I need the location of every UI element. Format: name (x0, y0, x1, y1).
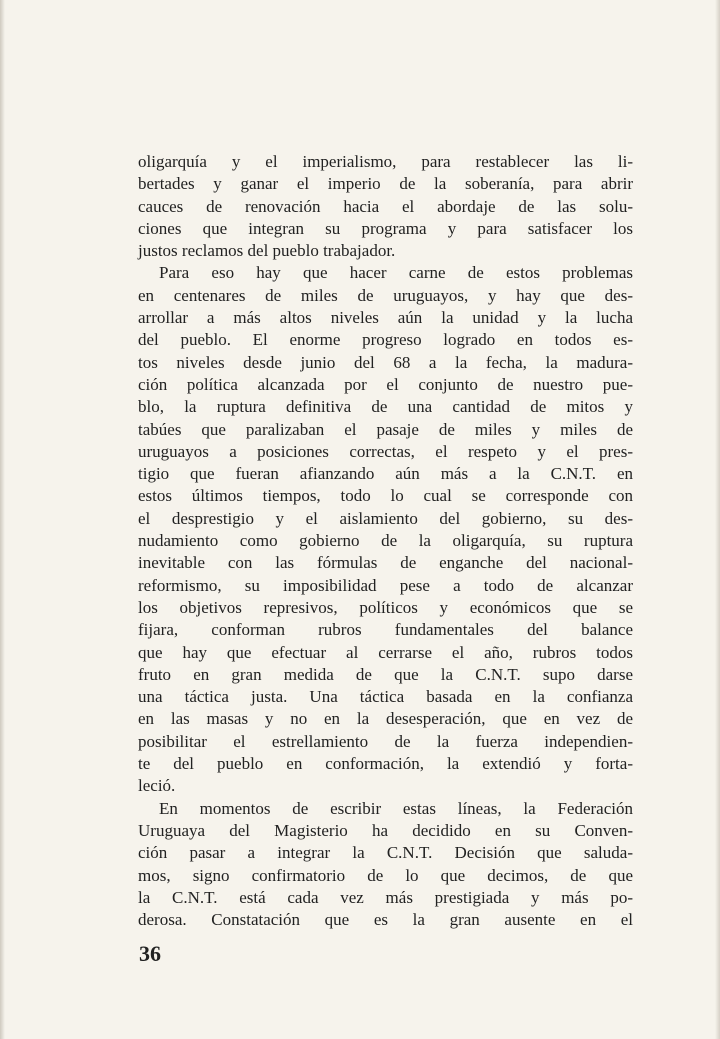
text-line: Uruguaya del Magisterio ha decidido en su Conven- (138, 820, 633, 840)
text-line: bertades y ganar el imperio de la soberanía, para abrir (138, 174, 633, 194)
text-line: que hay que efectuar al cerrarse el año, rubros todos (138, 642, 633, 662)
text-line: en las masas y no en la desesperación, que en vez de (138, 709, 633, 729)
text-line: posibilitar el estrellamiento de la fuerza independien- (138, 731, 633, 751)
text-line: fijara, conforman rubros fundamentales del balance (138, 620, 633, 640)
text-line: una táctica justa. Una táctica basada en la confianza (138, 687, 633, 707)
text-line: ción pasar a integrar la C.N.T. Decisión que saluda- (138, 843, 633, 863)
text-line: tabúes que paralizaban el pasaje de miles y miles de (138, 419, 633, 439)
text-line: los objetivos represivos, políticos y económicos que se (138, 597, 633, 617)
text-line: el desprestigio y el aislamiento del gobierno, su des- (138, 508, 633, 528)
text-line: blo, la ruptura definitiva de una cantidad de mitos y (138, 397, 633, 417)
text-line: uruguayos a posiciones correctas, el respeto y el pres- (138, 441, 633, 461)
text-line: cauces de renovación hacia el abordaje de las solu- (138, 196, 633, 216)
text-line: oligarquía y el imperialismo, para restablecer las li- (138, 152, 633, 171)
text-line: leció. (138, 776, 176, 796)
text-line: te del pueblo en conformación, la extendió y forta- (138, 754, 633, 774)
text-line: del pueblo. El enorme progreso logrado en todos es- (138, 330, 633, 350)
page-edge-left (0, 0, 5, 1039)
text-line: inevitable con las fórmulas de enganche del nacional- (138, 553, 633, 573)
text-line: reformismo, su imposibilidad pese a todo de alcanzar (138, 575, 633, 595)
text-line: nudamiento como gobierno de la oligarquía, su ruptura (138, 531, 633, 551)
page-number: 36 (139, 941, 161, 966)
text-line: arrollar a más altos niveles aún la unidad y la lucha (138, 308, 633, 328)
text-line: estos últimos tiempos, todo lo cual se corresponde con (138, 486, 633, 506)
text-line: mos, signo confirmatorio de lo que decimos, de que (138, 865, 633, 885)
text-line: Para eso hay que hacer carne de estos problemas (159, 263, 633, 283)
text-line: fruto en gran medida de que la C.N.T. supo darse (138, 664, 633, 684)
text-line: En momentos de escribir estas líneas, la Federación (159, 798, 633, 818)
text-line: derosa. Constatación que es la gran ausente en el (138, 910, 633, 930)
text-line: ción política alcanzada por el conjunto de nuestro pue- (138, 374, 633, 394)
text-line: tos niveles desde junio del 68 a la fecha, la madura- (138, 352, 633, 372)
text-line: ciones que integran su programa y para satisfacer los (138, 218, 633, 238)
body-text (138, 151, 633, 931)
text-line: la C.N.T. está cada vez más prestigiada y más po- (138, 887, 633, 907)
text-line: en centenares de miles de uruguayos, y hay que des- (138, 285, 633, 305)
page-edge-right (715, 0, 720, 1039)
text-line: tigio que fueran afianzando aún más a la C.N.T. en (138, 464, 633, 484)
text-line: justos reclamos del pueblo trabajador. (138, 241, 396, 261)
